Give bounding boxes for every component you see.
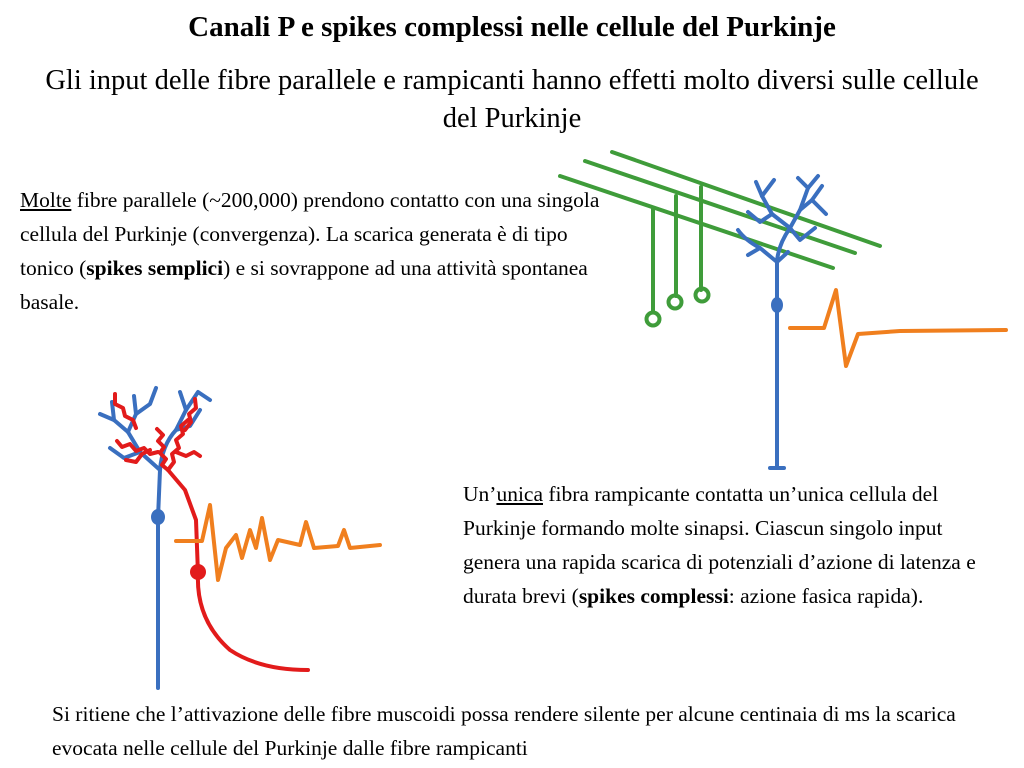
purkinje-cell-top-drawing: [738, 176, 826, 468]
purkinje-soma-top: [771, 297, 783, 313]
climbing-fiber-paragraph: [463, 477, 983, 613]
parallel-text-1: fibre parallele (~200,000) prendono contatto con una singola cellula del Purkinje (convergenza). La scarica generata è di tipo tonico (: [20, 188, 600, 280]
emphasis-molte: Molte: [20, 188, 72, 212]
bottom-note: Si ritiene che l’attivazione delle fibre muscoidi possa rendere silente per alcune centinaia di ms la scarica evocata nelle cellule del Purkinje dalle fibre rampicanti: [52, 702, 956, 760]
climbing-text-1: fibra rampicante contatta un’unica cellula del Purkinje formando molte sinapsi. Ciascun singolo input genera una rapida scarica di potenziali d’azione di latenza e durata brevi (: [463, 482, 976, 608]
simple-spike-trace: [790, 290, 1006, 366]
complex-spikes-term: spikes complessi: [578, 584, 729, 608]
climbing-fiber-terminal: [190, 564, 206, 580]
climbing-lead: Un’: [463, 482, 497, 506]
parallel-fibers-paragraph: [20, 183, 620, 319]
simple-spikes-term: spikes semplici: [86, 256, 224, 280]
climbing-text-2: : azione fasica rapida).: [728, 584, 924, 608]
purkinje-soma-bottom: [151, 509, 165, 525]
slide-title: Canali P e spikes complessi nelle cellule del Purkinje: [188, 11, 836, 43]
slide-subtitle: Gli input delle fibre parallele e rampicanti hanno effetti molto diversi sulle cellule del Purkinje: [45, 65, 979, 134]
emphasis-unica: unica: [496, 482, 543, 506]
purkinje-cell-bottom-drawing: [100, 388, 210, 688]
complex-spike-trace: [176, 505, 380, 580]
climbing-fiber-drawing: [115, 394, 308, 670]
parallel-text-2: ) e si sovrappone ad una attività spontanea basale.: [20, 256, 588, 314]
